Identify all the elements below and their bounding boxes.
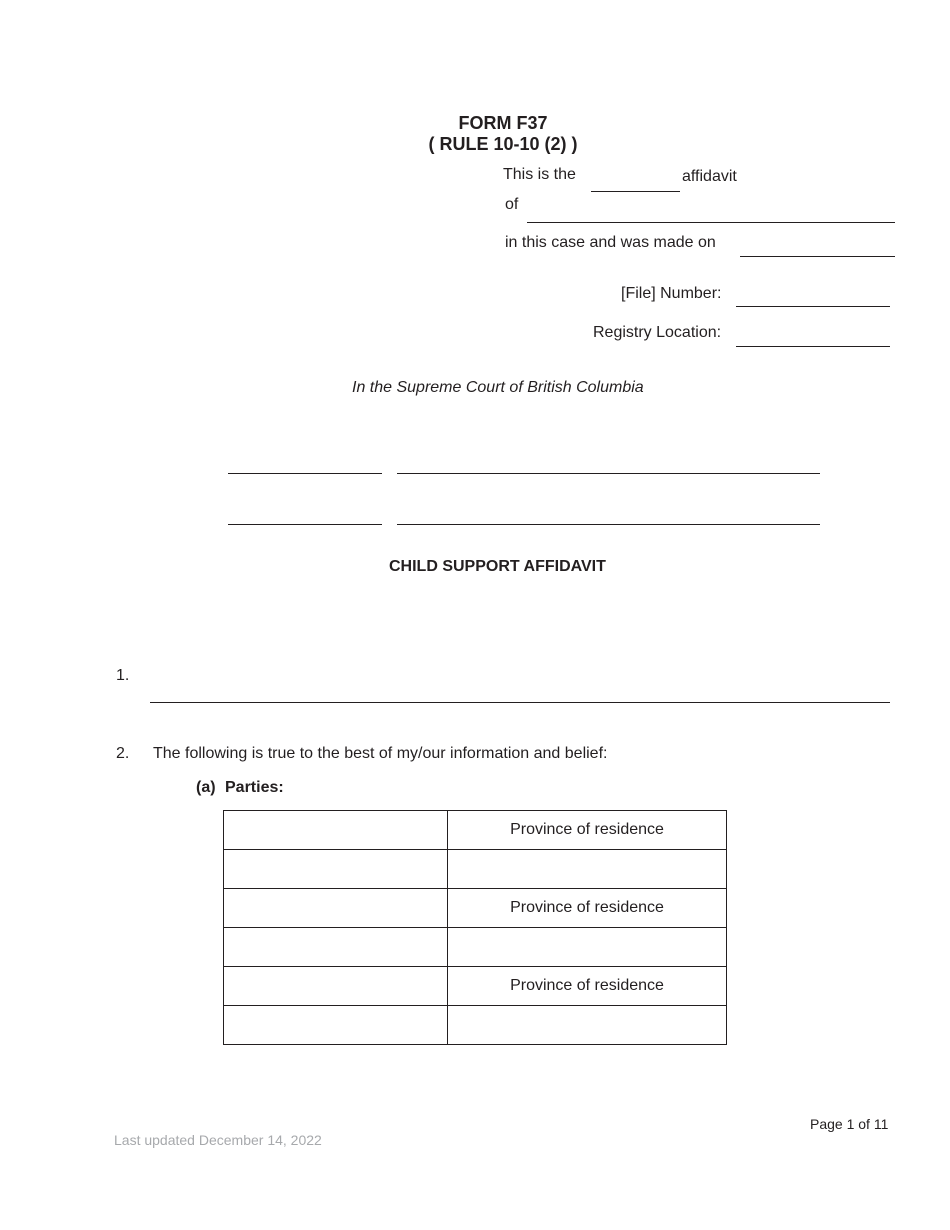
province-value-cell[interactable] [448,850,727,889]
party-name-cell[interactable] [224,811,448,850]
party-detail-cell[interactable] [224,1006,448,1045]
last-updated: Last updated December 14, 2022 [114,1132,322,1148]
table-row [224,967,727,1006]
paragraph-2a-label: (a) [196,779,216,796]
province-header-cell: Province of residence [448,967,727,1006]
party-name-field-2[interactable] [397,524,820,525]
party-detail-cell[interactable] [224,928,448,967]
table-row [224,889,727,928]
party-role-field-1[interactable] [228,473,382,474]
table-row [224,850,727,889]
file-number-label: [File] Number: [621,285,722,302]
province-value-cell[interactable] [448,1006,727,1045]
province-header-cell: Province of residence [448,811,727,850]
paragraph-1-field[interactable] [150,702,890,703]
made-on-date-field[interactable] [740,256,895,257]
paragraph-2a-title: Parties: [225,779,284,796]
paragraph-2-text: The following is true to the best of my/our information and belief: [153,745,608,762]
paragraph-1-number: 1. [116,667,130,684]
form-title: FORM F37 [458,113,548,133]
deponent-name-field[interactable] [527,222,895,223]
page-number: Page 1 of 11 [810,1116,889,1132]
file-number-field[interactable] [736,306,890,307]
registry-location-field[interactable] [736,346,890,347]
party-name-cell[interactable] [224,967,448,1006]
table-row [224,1006,727,1045]
affidavit-label: affidavit [682,168,737,185]
registry-location-label: Registry Location: [593,324,722,341]
court-name: In the Supreme Court of British Columbia [352,379,644,396]
party-name-cell[interactable] [224,889,448,928]
table-row [224,928,727,967]
party-name-field-1[interactable] [397,473,820,474]
affidavit-ordinal-field[interactable] [591,191,680,192]
province-value-cell[interactable] [448,928,727,967]
parties-table [223,810,727,1045]
of-label: of [505,196,519,213]
document-title: CHILD SUPPORT AFFIDAVIT [389,558,606,575]
party-detail-cell[interactable] [224,850,448,889]
province-header-cell: Province of residence [448,889,727,928]
form-rule: ( RULE 10-10 (2) ) [428,134,578,154]
table-row [224,811,727,850]
this-is-the-label: This is the [503,166,576,183]
party-role-field-2[interactable] [228,524,382,525]
paragraph-2-number: 2. [116,745,130,762]
made-on-label: in this case and was made on [505,234,716,251]
